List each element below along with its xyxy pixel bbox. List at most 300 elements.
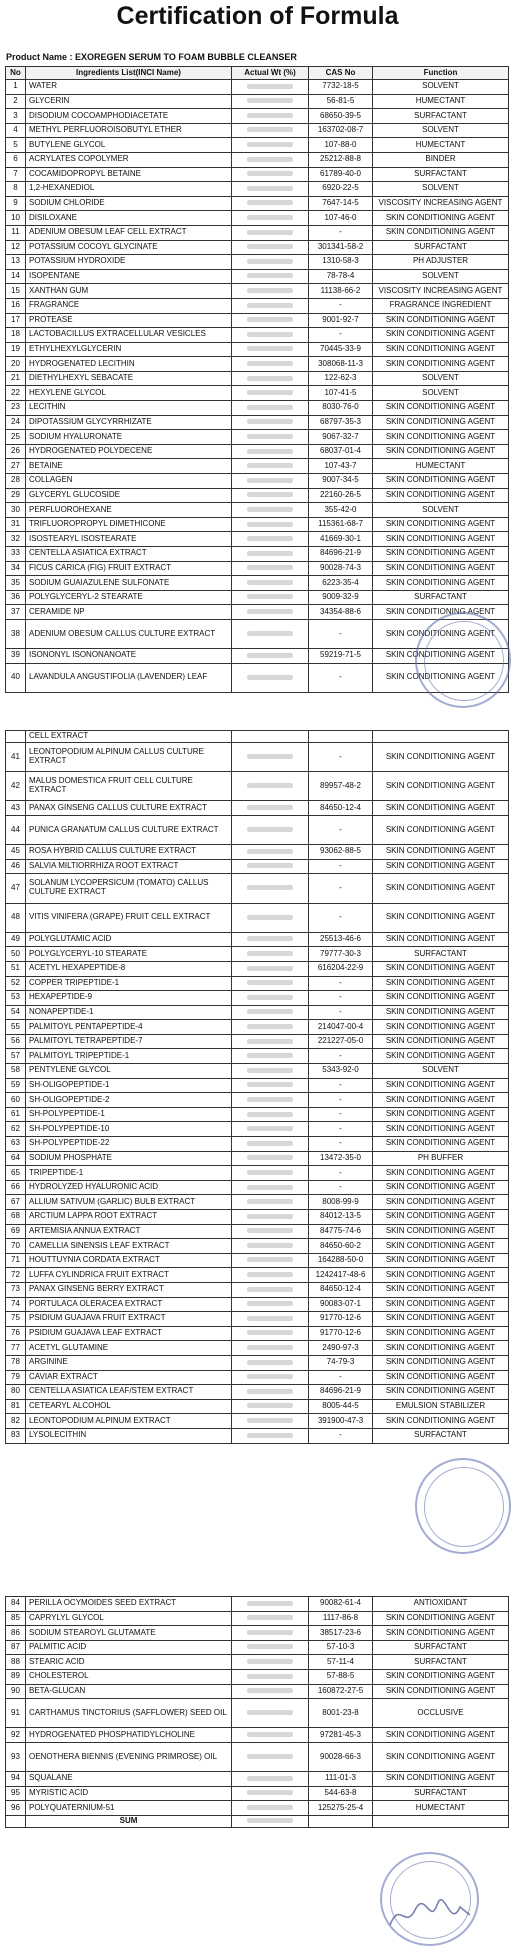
ingredient-name: PALMITIC ACID (26, 1640, 232, 1655)
ingredient-name: CAMELLIA SINENSIS LEAF EXTRACT (26, 1239, 232, 1254)
ingredient-name: FICUS CARICA (FIG) FRUIT EXTRACT (26, 561, 232, 576)
table-row (6, 1137, 509, 1152)
cas-number: 90083-07-1 (309, 1297, 373, 1312)
redacted-value (247, 1805, 293, 1810)
cas-number: 2490-97-3 (309, 1341, 373, 1356)
cas-number: - (309, 1049, 373, 1064)
cas-number: 163702-08-7 (309, 123, 373, 138)
row-number: 24 (6, 415, 26, 430)
cas-number: - (309, 1005, 373, 1020)
function-cell: SKIN CONDITIONING AGENT (373, 1239, 509, 1254)
redacted-value (247, 936, 293, 941)
ingredient-name: PSIDIUM GUAJAVA LEAF EXTRACT (26, 1326, 232, 1341)
function-cell: PH ADJUSTER (373, 255, 509, 270)
row-number: 53 (6, 991, 26, 1006)
row-number: 88 (6, 1655, 26, 1670)
table-row (6, 459, 509, 474)
function-cell: SKIN CONDITIONING AGENT (373, 1282, 509, 1297)
cas-number: 122-62-3 (309, 371, 373, 386)
row-number: 4 (6, 123, 26, 138)
continuation-cell: CELL EXTRACT (26, 731, 232, 743)
redacted-value (247, 1418, 293, 1423)
redacted-value (247, 113, 293, 118)
redacted-value (247, 1272, 293, 1277)
table-row (6, 590, 509, 605)
cas-number: 107-41-5 (309, 386, 373, 401)
function-cell: SKIN CONDITIONING AGENT (373, 1078, 509, 1093)
table-row (6, 1399, 509, 1414)
table-row (6, 1341, 509, 1356)
function-cell: SOLVENT (373, 503, 509, 518)
redacted-value (247, 1644, 293, 1649)
redacted-value (247, 273, 293, 278)
row-number: 67 (6, 1195, 26, 1210)
table-row (6, 386, 509, 401)
function-cell: HUMECTANT (373, 1801, 509, 1816)
table-row (6, 1151, 509, 1166)
ingredient-name: NONAPEPTIDE-1 (26, 1005, 232, 1020)
ingredient-name: PERILLA OCYMOIDES SEED EXTRACT (26, 1597, 232, 1612)
table-row (6, 1728, 509, 1743)
function-cell: SKIN CONDITIONING AGENT (373, 532, 509, 547)
table-row (6, 1078, 509, 1093)
cas-number: 221227-05-0 (309, 1034, 373, 1049)
redacted-value (247, 995, 293, 1000)
cas-number: - (309, 991, 373, 1006)
redacted-value (247, 1170, 293, 1175)
formula-table-page-2 (5, 730, 509, 1444)
cas-number: 57-11-4 (309, 1655, 373, 1670)
cas-number: 308068-11-3 (309, 357, 373, 372)
cas-number: 84775-74-6 (309, 1224, 373, 1239)
redacted-value (247, 1024, 293, 1029)
function-cell: SKIN CONDITIONING AGENT (373, 1180, 509, 1195)
cas-number: 544-63-8 (309, 1786, 373, 1801)
cas-number: 8001-23-8 (309, 1699, 373, 1728)
row-number: 66 (6, 1180, 26, 1195)
ingredient-name: SODIUM PHOSPHATE (26, 1151, 232, 1166)
row-number: 91 (6, 1699, 26, 1728)
ingredient-name: ALLIUM SATIVUM (GARLIC) BULB EXTRACT (26, 1195, 232, 1210)
cas-number: - (309, 976, 373, 991)
ingredient-name: ARCTIUM LAPPA ROOT EXTRACT (26, 1210, 232, 1225)
redacted-value (247, 434, 293, 439)
table-row (6, 1597, 509, 1612)
row-number: 37 (6, 605, 26, 620)
row-number: 64 (6, 1151, 26, 1166)
redacted-value (247, 522, 293, 527)
cas-number: 93062-88-5 (309, 845, 373, 860)
redacted-value (247, 1630, 293, 1635)
cas-number: 90028-74-3 (309, 561, 373, 576)
function-cell: SKIN CONDITIONING AGENT (373, 619, 509, 648)
cas-number: 616204-22-9 (309, 961, 373, 976)
ingredient-name: HYDROGENATED PHOSPHATIDYLCHOLINE (26, 1728, 232, 1743)
redacted-value (247, 1112, 293, 1117)
cas-number: - (309, 1166, 373, 1181)
function-cell: SKIN CONDITIONING AGENT (373, 357, 509, 372)
cas-number: 1242417-48-6 (309, 1268, 373, 1283)
formula-table-page-1 (5, 66, 509, 693)
table-row (6, 269, 509, 284)
function-cell: SKIN CONDITIONING AGENT (373, 444, 509, 459)
redacted-value (247, 1301, 293, 1306)
ingredient-name: ISOPENTANE (26, 269, 232, 284)
ingredient-name: CETEARYL ALCOHOL (26, 1399, 232, 1414)
function-cell: SKIN CONDITIONING AGENT (373, 903, 509, 932)
table-row (6, 1180, 509, 1195)
redacted-value (247, 288, 293, 293)
row-number: 32 (6, 532, 26, 547)
cas-number: 91770-12-6 (309, 1326, 373, 1341)
function-cell: SKIN CONDITIONING AGENT (373, 342, 509, 357)
redacted-value (247, 142, 293, 147)
ingredient-name: ACRYLATES COPOLYMER (26, 152, 232, 167)
function-cell: SKIN CONDITIONING AGENT (373, 1034, 509, 1049)
row-number: 96 (6, 1801, 26, 1816)
ingredient-name: STEARIC ACID (26, 1655, 232, 1670)
function-cell: SKIN CONDITIONING AGENT (373, 874, 509, 903)
function-cell: SKIN CONDITIONING AGENT (373, 517, 509, 532)
ingredient-name: METHYL PERFLUOROISOBUTYL ETHER (26, 123, 232, 138)
ingredient-name: PENTYLENE GLYCOL (26, 1064, 232, 1079)
redacted-value (247, 1228, 293, 1233)
table-row (6, 401, 509, 416)
table-row (6, 1093, 509, 1108)
row-number: 95 (6, 1786, 26, 1801)
function-cell: SURFACTANT (373, 109, 509, 124)
row-number: 75 (6, 1312, 26, 1327)
header-ingredient: Ingredients List(INCI Name) (26, 67, 232, 80)
ingredient-name: CAPRYLYL GLYCOL (26, 1611, 232, 1626)
ingredient-name: CAVIAR EXTRACT (26, 1370, 232, 1385)
table-row (6, 1064, 509, 1079)
cas-number: 97281-45-3 (309, 1728, 373, 1743)
redacted-value (247, 1009, 293, 1014)
function-cell: SKIN CONDITIONING AGENT (373, 932, 509, 947)
function-cell: VISCOSITY INCREASING AGENT (373, 284, 509, 299)
ingredient-name: PERFLUOROHEXANE (26, 503, 232, 518)
ingredient-name: COCAMIDOPROPYL BETAINE (26, 167, 232, 182)
table-row (6, 1049, 509, 1064)
row-number: 31 (6, 517, 26, 532)
function-cell: SKIN CONDITIONING AGENT (373, 859, 509, 874)
function-cell: SKIN CONDITIONING AGENT (373, 1626, 509, 1641)
table-row (6, 1005, 509, 1020)
cas-number: - (309, 1107, 373, 1122)
row-number: 63 (6, 1137, 26, 1152)
row-number: 33 (6, 547, 26, 562)
ingredient-name: CERAMIDE NP (26, 605, 232, 620)
ingredient-name: PANAX GINSENG CALLUS CULTURE EXTRACT (26, 801, 232, 816)
row-number: 85 (6, 1611, 26, 1626)
certification-seal (415, 612, 511, 708)
function-cell: SKIN CONDITIONING AGENT (373, 845, 509, 860)
redacted-value (247, 419, 293, 424)
cas-number: 84696-21-9 (309, 1385, 373, 1400)
row-number: 3 (6, 109, 26, 124)
cas-number: 57-88-5 (309, 1669, 373, 1684)
redacted-value (247, 1345, 293, 1350)
row-number: 16 (6, 298, 26, 313)
redacted-value (247, 1659, 293, 1664)
redacted-value (247, 827, 293, 832)
ingredient-name: CENTELLA ASIATICA LEAF/STEM EXTRACT (26, 1385, 232, 1400)
function-cell: SKIN CONDITIONING AGENT (373, 976, 509, 991)
function-cell: SKIN CONDITIONING AGENT (373, 1210, 509, 1225)
table-row (6, 357, 509, 372)
redacted-value (247, 1068, 293, 1073)
row-number: 38 (6, 619, 26, 648)
cas-number: - (309, 1428, 373, 1443)
cas-number: - (309, 298, 373, 313)
ingredient-name: WATER (26, 80, 232, 95)
row-number: 79 (6, 1370, 26, 1385)
table-row (6, 503, 509, 518)
ingredient-name: HYDROLYZED HYALURONIC ACID (26, 1180, 232, 1195)
cas-number: 160872-27-5 (309, 1684, 373, 1699)
cas-number: 11138-66-2 (309, 284, 373, 299)
redacted-value (247, 1316, 293, 1321)
cas-number: 6223-35-4 (309, 576, 373, 591)
function-cell: BINDER (373, 152, 509, 167)
table-row (6, 1107, 509, 1122)
row-number: 10 (6, 211, 26, 226)
redacted-value (247, 580, 293, 585)
cas-number: 56-81-5 (309, 94, 373, 109)
cas-number: 1117-86-8 (309, 1611, 373, 1626)
redacted-value (247, 1039, 293, 1044)
ingredient-name: HEXYLENE GLYCOL (26, 386, 232, 401)
function-cell: SURFACTANT (373, 1428, 509, 1443)
cas-number: - (309, 1370, 373, 1385)
function-cell: SOLVENT (373, 1064, 509, 1079)
row-number: 19 (6, 342, 26, 357)
function-cell: SKIN CONDITIONING AGENT (373, 1093, 509, 1108)
table-row (6, 1669, 509, 1684)
row-number: 23 (6, 401, 26, 416)
ingredient-name: OENOTHERA BIENNIS (EVENING PRIMROSE) OIL (26, 1742, 232, 1771)
table-row (6, 605, 509, 620)
redacted-value (247, 754, 293, 759)
cas-number: - (309, 903, 373, 932)
row-number: 68 (6, 1210, 26, 1225)
redacted-value (247, 1155, 293, 1160)
row-number: 82 (6, 1414, 26, 1429)
cas-number: - (309, 328, 373, 343)
cas-number: 90028-66-3 (309, 1742, 373, 1771)
table-row (6, 1699, 509, 1728)
ingredient-name: LAVANDULA ANGUSTIFOLIA (LAVENDER) LEAF (26, 663, 232, 692)
function-cell: SURFACTANT (373, 240, 509, 255)
function-cell: FRAGRANCE INGREDIENT (373, 298, 509, 313)
redacted-value (247, 536, 293, 541)
row-number: 84 (6, 1597, 26, 1612)
ingredient-name: BUTYLENE GLYCOL (26, 138, 232, 153)
cas-number: 34354-88-6 (309, 605, 373, 620)
table-row (6, 1655, 509, 1670)
row-number: 54 (6, 1005, 26, 1020)
row-number: 77 (6, 1341, 26, 1356)
ingredient-name: PANAX GINSENG BERRY EXTRACT (26, 1282, 232, 1297)
function-cell: SKIN CONDITIONING AGENT (373, 1224, 509, 1239)
function-cell: SKIN CONDITIONING AGENT (373, 649, 509, 664)
ingredient-name: TRIFLUOROPROPYL DIMETHICONE (26, 517, 232, 532)
row-number: 78 (6, 1355, 26, 1370)
table-row (6, 167, 509, 182)
row-number: 69 (6, 1224, 26, 1239)
cas-number: 68650-39-5 (309, 109, 373, 124)
row-number: 92 (6, 1728, 26, 1743)
formula-table-page-3 (5, 1596, 509, 1828)
redacted-value (247, 1185, 293, 1190)
ingredient-name: 1,2-HEXANEDIOL (26, 182, 232, 197)
function-cell: SKIN CONDITIONING AGENT (373, 1742, 509, 1771)
row-number: 61 (6, 1107, 26, 1122)
cas-number: 125275-25-4 (309, 1801, 373, 1816)
row-number: 21 (6, 371, 26, 386)
function-cell: SKIN CONDITIONING AGENT (373, 474, 509, 489)
function-cell: SOLVENT (373, 182, 509, 197)
ingredient-name: SH-POLYPEPTIDE-22 (26, 1137, 232, 1152)
cas-number: - (309, 1180, 373, 1195)
ingredient-name: LECITHIN (26, 401, 232, 416)
redacted-value (247, 980, 293, 985)
ingredient-name: SODIUM HYALURONATE (26, 430, 232, 445)
ingredient-name: ACETYL HEXAPEPTIDE-8 (26, 961, 232, 976)
ingredient-name: SH-OLIGOPEPTIDE-1 (26, 1078, 232, 1093)
redacted-value (247, 1601, 293, 1606)
row-number: 46 (6, 859, 26, 874)
function-cell: SKIN CONDITIONING AGENT (373, 415, 509, 430)
redacted-value (247, 1243, 293, 1248)
table-row (6, 576, 509, 591)
table-row (6, 772, 509, 801)
cas-number: 84650-12-4 (309, 1282, 373, 1297)
redacted-value (247, 1097, 293, 1102)
redacted-value (247, 478, 293, 483)
function-cell: SKIN CONDITIONING AGENT (373, 991, 509, 1006)
row-number: 2 (6, 94, 26, 109)
redacted-value (247, 157, 293, 162)
redacted-value (247, 675, 293, 680)
redacted-value (247, 1818, 293, 1823)
redacted-value (247, 405, 293, 410)
table-row (6, 284, 509, 299)
cas-number: 107-43-7 (309, 459, 373, 474)
function-cell: SKIN CONDITIONING AGENT (373, 313, 509, 328)
table-row (6, 371, 509, 386)
redacted-value (247, 244, 293, 249)
table-row (6, 1326, 509, 1341)
function-cell: SKIN CONDITIONING AGENT (373, 1326, 509, 1341)
ingredient-name: ADENIUM OBESUM CALLUS CULTURE EXTRACT (26, 619, 232, 648)
ingredient-name: CARTHAMUS TINCTORIUS (SAFFLOWER) SEED OIL (26, 1699, 232, 1728)
table-row (6, 328, 509, 343)
function-cell: SKIN CONDITIONING AGENT (373, 1370, 509, 1385)
function-cell: SKIN CONDITIONING AGENT (373, 1137, 509, 1152)
function-cell: SKIN CONDITIONING AGENT (373, 225, 509, 240)
table-row (6, 342, 509, 357)
cas-number: - (309, 1122, 373, 1137)
ingredient-name: LYSOLECITHIN (26, 1428, 232, 1443)
cas-number: 107-46-0 (309, 211, 373, 226)
row-number: 48 (6, 903, 26, 932)
function-cell: SKIN CONDITIONING AGENT (373, 815, 509, 844)
function-cell: SKIN CONDITIONING AGENT (373, 1005, 509, 1020)
table-row (6, 1195, 509, 1210)
table-row (6, 932, 509, 947)
ingredient-name: SQUALANE (26, 1772, 232, 1787)
function-cell: SKIN CONDITIONING AGENT (373, 561, 509, 576)
table-row (6, 1786, 509, 1801)
ingredient-name: PUNICA GRANATUM CALLUS CULTURE EXTRACT (26, 815, 232, 844)
ingredient-name: LEONTOPODIUM ALPINUM CALLUS CULTURE EXTRACT (26, 743, 232, 772)
cas-number: - (309, 743, 373, 772)
row-number: 55 (6, 1020, 26, 1035)
row-number: 62 (6, 1122, 26, 1137)
cas-number: 9001-92-7 (309, 313, 373, 328)
function-cell: SKIN CONDITIONING AGENT (373, 1195, 509, 1210)
row-number: 89 (6, 1669, 26, 1684)
redacted-value (247, 1776, 293, 1781)
row-number: 11 (6, 225, 26, 240)
row-number: 12 (6, 240, 26, 255)
row-number: 28 (6, 474, 26, 489)
cas-number: 74-79-3 (309, 1355, 373, 1370)
redacted-value (247, 951, 293, 956)
table-row (6, 430, 509, 445)
sum-label: SUM (26, 1815, 232, 1827)
redacted-value (247, 594, 293, 599)
redacted-value (247, 863, 293, 868)
table-row (6, 1742, 509, 1771)
cas-number: 9009-32-9 (309, 590, 373, 605)
table-row (6, 196, 509, 211)
ingredient-name: BETAINE (26, 459, 232, 474)
redacted-value (247, 492, 293, 497)
function-cell: SKIN CONDITIONING AGENT (373, 1385, 509, 1400)
function-cell: SURFACTANT (373, 1640, 509, 1655)
cas-number: 25212-88-8 (309, 152, 373, 167)
ingredient-name: POLYQUATERNIUM-51 (26, 1801, 232, 1816)
table-row (6, 961, 509, 976)
table-row (6, 1684, 509, 1699)
table-row (6, 182, 509, 197)
table-row (6, 845, 509, 860)
header-wt: Actual Wt (%) (232, 67, 309, 80)
ingredient-name: GLYCERYL GLUCOSIDE (26, 488, 232, 503)
cas-number: 57-10-3 (309, 1640, 373, 1655)
function-cell: SKIN CONDITIONING AGENT (373, 1107, 509, 1122)
ingredient-name: ISONONYL ISONONANOATE (26, 649, 232, 664)
function-cell: SKIN CONDITIONING AGENT (373, 1414, 509, 1429)
function-cell: SKIN CONDITIONING AGENT (373, 1341, 509, 1356)
table-row (6, 1428, 509, 1443)
table-row (6, 1772, 509, 1787)
cas-number: - (309, 859, 373, 874)
function-cell: SURFACTANT (373, 590, 509, 605)
redacted-value (247, 390, 293, 395)
row-number: 6 (6, 152, 26, 167)
ingredient-name: PROTEASE (26, 313, 232, 328)
row-number: 25 (6, 430, 26, 445)
cas-number: 41669-30-1 (309, 532, 373, 547)
ingredient-name: FRAGRANCE (26, 298, 232, 313)
redacted-value (247, 805, 293, 810)
cas-number: 164288-50-0 (309, 1253, 373, 1268)
function-cell: SURFACTANT (373, 167, 509, 182)
